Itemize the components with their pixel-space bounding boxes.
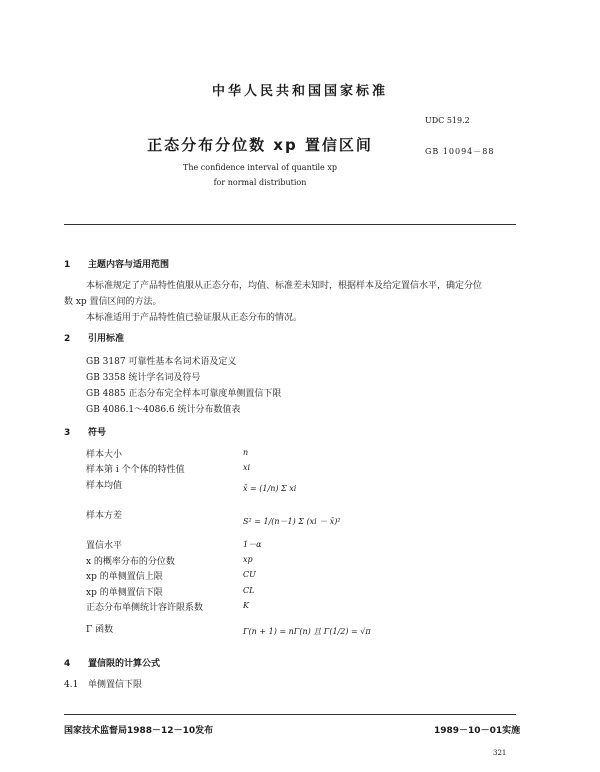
sample-variance-formula: S² = 1/(n－1) Σ (xi － x̄)² <box>243 517 341 526</box>
footer-divider <box>64 714 516 715</box>
udc-code: UDC 519.2 <box>425 116 470 125</box>
symbol-value: 1－α <box>243 540 262 549</box>
page-number: 321 <box>493 749 507 757</box>
symbol-label: 样本大小 <box>86 450 123 460</box>
english-title-line1: The confidence interval of quantile xp <box>183 163 337 172</box>
symbol-value: CU <box>243 570 256 579</box>
symbol-label: 正态分布单侧统计容许限系数 <box>86 603 204 613</box>
symbol-label: 样本均值 <box>86 481 123 491</box>
symbol-value: xp <box>243 555 253 564</box>
symbol-value: CL <box>243 586 255 595</box>
symbol-label: xp 的单侧置信下限 <box>86 588 163 598</box>
subsection-4-1-heading <box>64 677 142 690</box>
subsection-number: 4.1 <box>64 680 79 690</box>
section-title: 引用标准 <box>88 334 125 344</box>
symbol-label: xp 的单侧置信上限 <box>86 572 163 582</box>
section-number: 4 <box>64 659 71 669</box>
issue-date: 国家技术监督局1988－12－10发布 <box>64 726 214 736</box>
section-4-heading <box>64 656 160 669</box>
section-title: 主题内容与适用范围 <box>88 260 170 270</box>
section-3-heading <box>64 425 106 438</box>
standard-title: 正态分布分位数 xp 置信区间 <box>147 136 373 154</box>
header-divider <box>64 224 516 225</box>
symbol-value: K <box>243 601 249 610</box>
section-1-paragraph-1-line-1: 本标准规定了产品特性值服从正态分布，均值、标准差未知时，根据样本及给定置信水平，确定分位 <box>86 281 483 291</box>
reference-item: GB 4885 正态分布完全样本可靠度单侧置信下限 <box>86 389 282 399</box>
effective-date: 1989－10－01实施 <box>434 726 521 736</box>
standard-number: GB 10094－88 <box>425 147 495 156</box>
section-2-heading <box>64 331 124 344</box>
gamma-function-formula: Γ(n + 1) = nΓ(n) 且 Γ(1/2) = √π <box>243 627 371 636</box>
subsection-title: 单侧置信下限 <box>88 680 143 690</box>
sample-mean-formula: x̄ = (1/n) Σ xi <box>243 484 297 493</box>
section-1-heading <box>64 257 169 270</box>
reference-item: GB 3187 可靠性基本名词术语及定义 <box>86 357 237 367</box>
section-number: 3 <box>64 428 71 438</box>
reference-item: GB 3358 统计学名词及符号 <box>86 373 201 383</box>
reference-item: GB 4086.1～4086.6 统计分布数值表 <box>86 405 241 415</box>
section-number: 1 <box>64 260 71 270</box>
symbol-label: 样本方差 <box>86 511 123 521</box>
section-title: 符号 <box>88 428 107 438</box>
symbol-label: Γ 函数 <box>86 625 114 635</box>
section-1-paragraph-1-line-2: 数 xp 置信区间的方法。 <box>64 297 162 307</box>
symbol-label: x 的概率分布的分位数 <box>86 557 175 567</box>
symbol-label: 样本第 i 个个体的特性值 <box>86 465 185 475</box>
national-standard-heading: 中华人民共和国国家标准 <box>211 84 388 99</box>
section-title: 置信限的计算公式 <box>88 659 161 669</box>
symbol-value: n <box>243 448 249 457</box>
section-1-paragraph-2: 本标准适用于产品特性值已验证服从正态分布的情况。 <box>86 313 303 323</box>
symbol-label: 置信水平 <box>86 541 123 551</box>
symbol-value: xi <box>243 463 251 472</box>
english-title-line2: for normal distribution <box>213 178 307 187</box>
section-number: 2 <box>64 334 71 344</box>
